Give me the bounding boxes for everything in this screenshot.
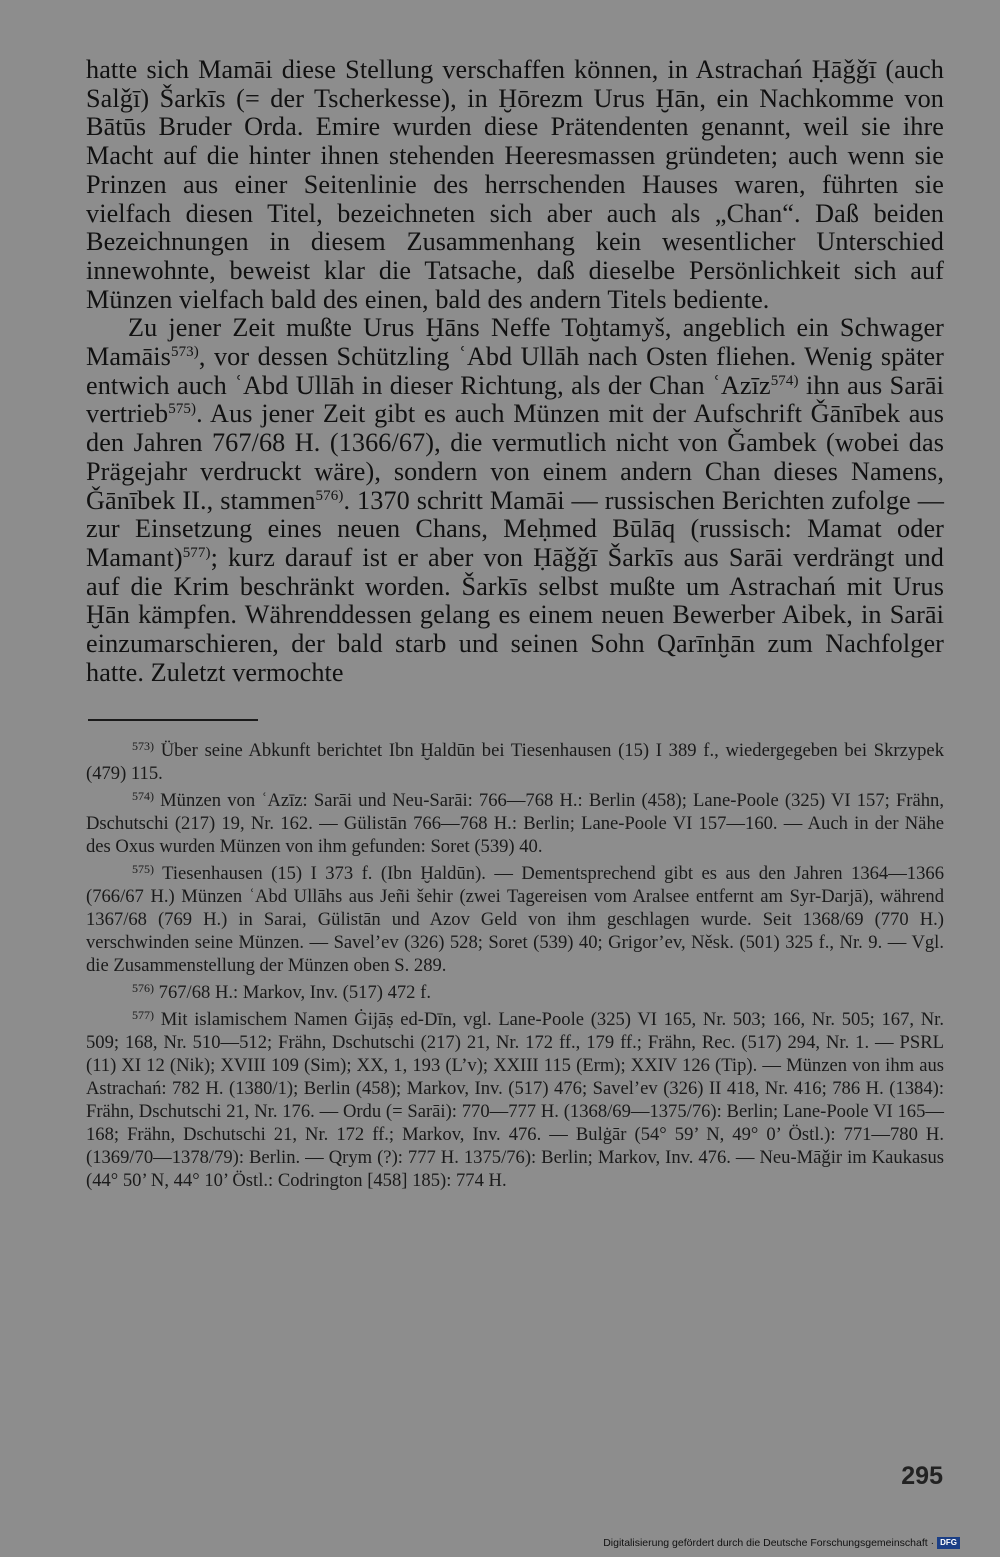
credit-text: Digitalisierung gefördert durch die Deutsche Forschungsgemeinschaft · <box>603 1537 935 1549</box>
footnote-ref-573: 573) <box>170 344 199 361</box>
footnote-ref-575: 575) <box>168 401 197 418</box>
paragraph-2-part-5: . 1370 schritt Mamāi — russischen Berichten zufolge — zur Einsetzung eines neuen Chans, Meḥmed Būlāq (russisch: Mamat oder Mamant) <box>86 485 944 572</box>
paragraph-2-part-4: . Aus jener Zeit gibt es auch Münzen mit der Aufschrift Ǧānībek aus den Jahren 767/68 H. (1366/67), die vermutlich nicht von Ǧambek (wobei das Prägejahr verdruckt wäre), sondern von einem andern Chan dieses Namens, Ǧānībek II., stammen <box>86 399 944 515</box>
footnote-576 <box>86 977 944 1004</box>
footnote-ref-576: 576) <box>315 487 344 504</box>
footnote-number: 576) <box>132 981 154 996</box>
footnote-575 <box>86 858 944 977</box>
footnote-573 <box>86 735 944 785</box>
footnote-divider <box>88 719 258 721</box>
dfg-logo-icon: DFG <box>937 1537 960 1549</box>
footnote-text: Über seine Abkunft berichtet Ibn Ḫaldūn bei Tiesenhausen (15) I 389 f., wiedergegeben bei Skrzypek (479) 115. <box>86 740 944 785</box>
footnote-577 <box>86 1004 944 1192</box>
footnotes <box>86 735 944 1192</box>
digitization-credit <box>603 1537 960 1549</box>
main-text <box>86 56 944 687</box>
paragraph-2-part-3: ihn aus Sarāi vertrieb <box>86 370 944 429</box>
footnote-text: Tiesenhausen (15) I 373 f. (Ibn Ḫaldūn). — Dementsprechend gibt es aus den Jahren 1364—1366 (766/67 H.) Münzen ʿAbd Ullāhs aus Jeñi šehir (zwei Tagereisen vom Aralsee entfernt am Syr-Darjā), während 1367/68 (769 H.) in Sarai, Gülistān und Azov Geld von ihm geschlagen wurde. Seit 1368/69 (770 H.) verschwinden seine Münzen. — Savel’ev (326) 528; Soret (539) 40; Grigor’ev, Něsk. (501) 325 f., Nr. 9. — Vgl. die Zusammenstellung der Münzen oben S. 289. <box>86 863 944 977</box>
footnote-text: Mit islamischem Namen Ġijāṣ ed-Dīn, vgl. Lane-Poole (325) VI 165, Nr. 503; 166, Nr. 505; 167, Nr. 509; 168, Nr. 510—512; Frähn, Dschutschi (217) 21, Nr. 172 ff., 179 ff.; Frähn, Rec. (517) 294, Nr. 1. — PSRL (11) XI 12 (Nik); XVIII 109 (Sim); XX, 1, 193 (L’v); XXIII 115 (Erm); XXIV 126 (Tip). — Münzen von ihm aus Astrachań: 782 H. (1380/1); Berlin (458); Markov, Inv. (517) 476; Savel’ev (326) II 418, Nr. 416; 786 H. (1384): Frähn, Dschutschi 21, Nr. 176. — Ordu (= Sarāi): 770—777 H. (1368/69—1375/76): Berlin; Lane-Poole VI 165—168; Frähn, Dschutschi 21, Nr. 172 ff.; Markov, Inv. 476. — Bulġār (54° 59’ N, 49° 0’ Östl.): 771—780 H. (1369/70—1378/79): Berlin. — Qrym (?): 777 H. 1375/76): Berlin; Markov, Inv. 476. — Neu-Māǧir im Kaukasus (44° 50’ N, 44° 10’ Östl.: Codrington [458] 185): 774 H. <box>86 1009 944 1192</box>
footnote-number: 574) <box>132 789 154 804</box>
footnote-ref-577: 577) <box>182 544 211 561</box>
footnote-number: 575) <box>132 862 154 877</box>
footnote-text: Münzen von ʿAzīz: Sarāi und Neu-Sarāi: 766—768 H.: Berlin (458); Lane-Poole (325) VI 157; Frähn, Dschutschi (217) 19, Nr. 162. — Gülistān 766—768 H.: Berlin; Lane-Poole VI 157—160. — Auch in der Nähe des Oxus wurden Münzen von ihm gefunden: Soret (539) 40. <box>86 790 944 858</box>
footnote-number: 577) <box>132 1008 154 1023</box>
footnote-574 <box>86 785 944 858</box>
page-number: 295 <box>901 1462 943 1490</box>
paragraph-2-part-2: , vor dessen Schützling ʿAbd Ullāh nach Osten fliehen. Wenig später entwich auch ʿAbd Ullāh in dieser Richtung, als der Chan ʿAzīz <box>86 342 944 400</box>
paragraph-2-part-1: Zu jener Zeit mußte Urus Ḫāns Neffe Toḫtamyš, angeblich ein Schwager Mamāis <box>86 313 944 372</box>
paragraph-1: hatte sich Mamāi diese Stellung verschaffen können, in Astrachań Ḥāǧǧī (auch Salǧī) Šarkīs (= der Tscherkesse), in Ḫōrezm Urus Ḫān, ein Nachkomme von Bātūs Bruder Orda. Emire wurden diese Prätendenten genannt, weil sie ihre Macht auf die hinter ihnen stehenden Heeresmassen gründeten; auch wenn sie Prinzen aus einer Seitenlinie des herrschenden Hauses waren, führten sie vielfach diesen Titel, bezeichneten sich aber auch als „Chan“. Daß beiden Bezeichnungen in diesem Zusammenhang kein wesentlicher Unterschied innewohnte, beweist klar die Tatsache, daß dieselbe Persönlichkeit sich auf Münzen vielfach bald des einen, bald des andern Titels bediente. <box>86 55 944 314</box>
footnote-number: 573) <box>132 739 154 754</box>
footnote-ref-574: 574) <box>770 372 799 389</box>
footnote-text: 767/68 H.: Markov, Inv. (517) 472 f. <box>154 982 431 1004</box>
paragraph-2 <box>86 314 944 687</box>
page-content <box>86 56 944 1192</box>
paragraph-2-part-6: ; kurz darauf ist er aber von Ḥāǧǧī Šarkīs aus Sarāi verdrängt und auf die Krim beschränkt worden. Šarkīs selbst mußte um Astrachań mit Urus Ḫān kämpfen. Währenddessen gelang es einem neuen Bewerber Aibek, in Sarāi einzumarschieren, der bald starb und seinen Sohn Qarīnḫān zum Nachfolger hatte. Zuletzt vermochte <box>86 542 944 687</box>
